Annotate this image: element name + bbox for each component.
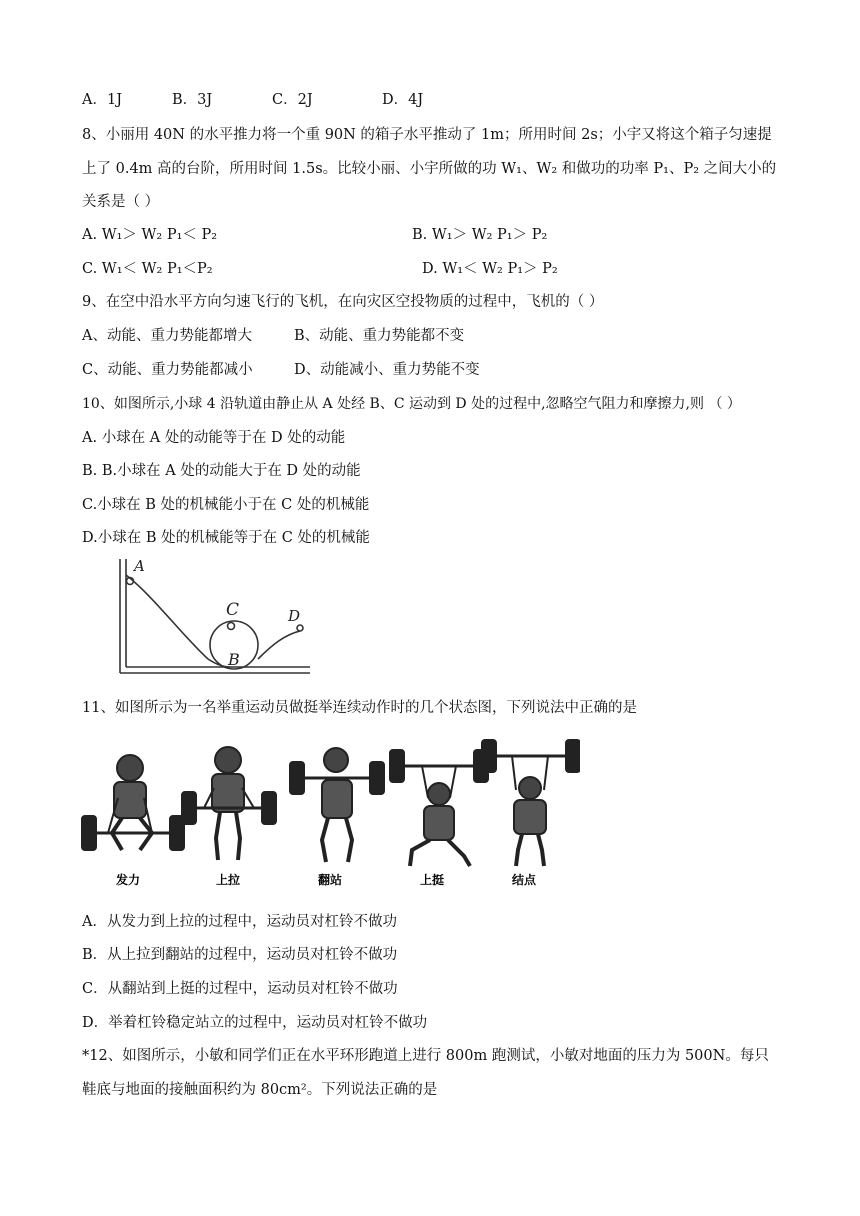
q8-option-c: C. W₁＜ W₂ P₁＜P₂	[82, 261, 213, 277]
q7-option-c: C．2J	[272, 92, 313, 108]
q11-option-c: C．从翻站到上挺的过程中，运动员对杠铃不做功	[82, 981, 398, 997]
track-exit	[258, 631, 300, 659]
pose-fali	[82, 755, 184, 850]
q11-option-d: D．举着杠铃稳定站立的过程中，运动员对杠铃不做功	[82, 1015, 428, 1031]
q9-option-d: D、动能减小、重力势能不变	[294, 362, 480, 378]
caption-jiedian: 结点	[512, 873, 537, 887]
q7-option-b: B．3J	[172, 92, 213, 108]
q12-stem-line-2: 鞋底与地面的接触面积约为 80cm²。下列说法正确的是	[82, 1082, 438, 1098]
q10-option-a: A. 小球在 A 处的动能等于在 D 处的动能	[82, 430, 346, 446]
ball-c	[228, 623, 235, 630]
track-slope	[126, 575, 230, 667]
weightlifting-figure	[78, 738, 580, 890]
q8-option-a: A. W₁＞ W₂ P₁＜ P₂	[82, 227, 218, 243]
label-c: C	[226, 600, 240, 620]
q10-option-b: B. B.小球在 A 处的动能大于在 D 处的动能	[82, 463, 361, 479]
caption-fali: 发力	[116, 873, 141, 887]
q12-stem-line-1: *12、如图所示，小敏和同学们正在水平环形跑道上进行 800m 跑测试，小敏对地面的压力为 500N。每只	[82, 1048, 769, 1064]
q10-option-c: C.小球在 B 处的机械能小于在 C 处的机械能	[82, 497, 370, 513]
q7-option-a: A．1J	[82, 92, 123, 108]
q11-option-a: A．从发力到上拉的过程中，运动员对杠铃不做功	[82, 914, 397, 930]
caption-shangla: 上拉	[216, 873, 241, 887]
q9-option-b: B、动能、重力势能都不变	[294, 328, 465, 344]
caption-fanzhan: 翻站	[318, 873, 343, 887]
q9-stem: 9、在空中沿水平方向匀速飞行的飞机，在向灾区空投物质的过程中，飞机的（ ）	[82, 294, 604, 310]
q9-option-a: A、动能、重力势能都增大	[82, 328, 252, 344]
q8-stem-line-3: 关系是（ ）	[82, 194, 160, 210]
pose-shangting	[390, 750, 488, 866]
pose-jiedian	[482, 740, 580, 866]
q8-stem-line-1: 8、小丽用 40N 的水平推力将一个重 90N 的箱子水平推动了 1m；所用时间 2s；小宇又将这个箱子匀速提	[82, 127, 772, 143]
q8-stem-line-2: 上了 0.4m 高的台阶，所用时间 1.5s。比较小丽、小宇所做的功 W₁、W₂ 和做功的功率 P₁、P₂ 之间大小的	[82, 161, 777, 177]
label-d: D	[288, 607, 301, 625]
track-figure	[112, 555, 317, 680]
q11-stem: 11、如图所示为一名举重运动员做挺举连续动作时的几个状态图，下列说法中正确的是	[82, 700, 637, 716]
label-a: A	[134, 557, 145, 575]
q10-stem: 10、如图所示,小球 4 沿轨道由静止从 A 处经 B、C 运动到 D 处的过程中,忽略空气阻力和摩擦力,则 （ ）	[82, 396, 741, 412]
q9-option-c: C、动能、重力势能都减小	[82, 362, 253, 378]
pose-fanzhan	[290, 748, 384, 862]
q10-option-d: D.小球在 B 处的机械能等于在 C 处的机械能	[82, 530, 370, 546]
caption-shangting: 上挺	[420, 873, 445, 887]
pose-shangla	[182, 747, 276, 860]
q8-option-d: D. W₁＜ W₂ P₁＞ P₂	[422, 261, 558, 277]
q11-option-b: B．从上拉到翻站的过程中，运动员对杠铃不做功	[82, 947, 398, 963]
label-b: B	[228, 650, 240, 669]
q8-option-b: B. W₁＞ W₂ P₁＞ P₂	[412, 227, 548, 243]
q7-option-d: D．4J	[382, 92, 424, 108]
ball-d	[297, 625, 303, 631]
